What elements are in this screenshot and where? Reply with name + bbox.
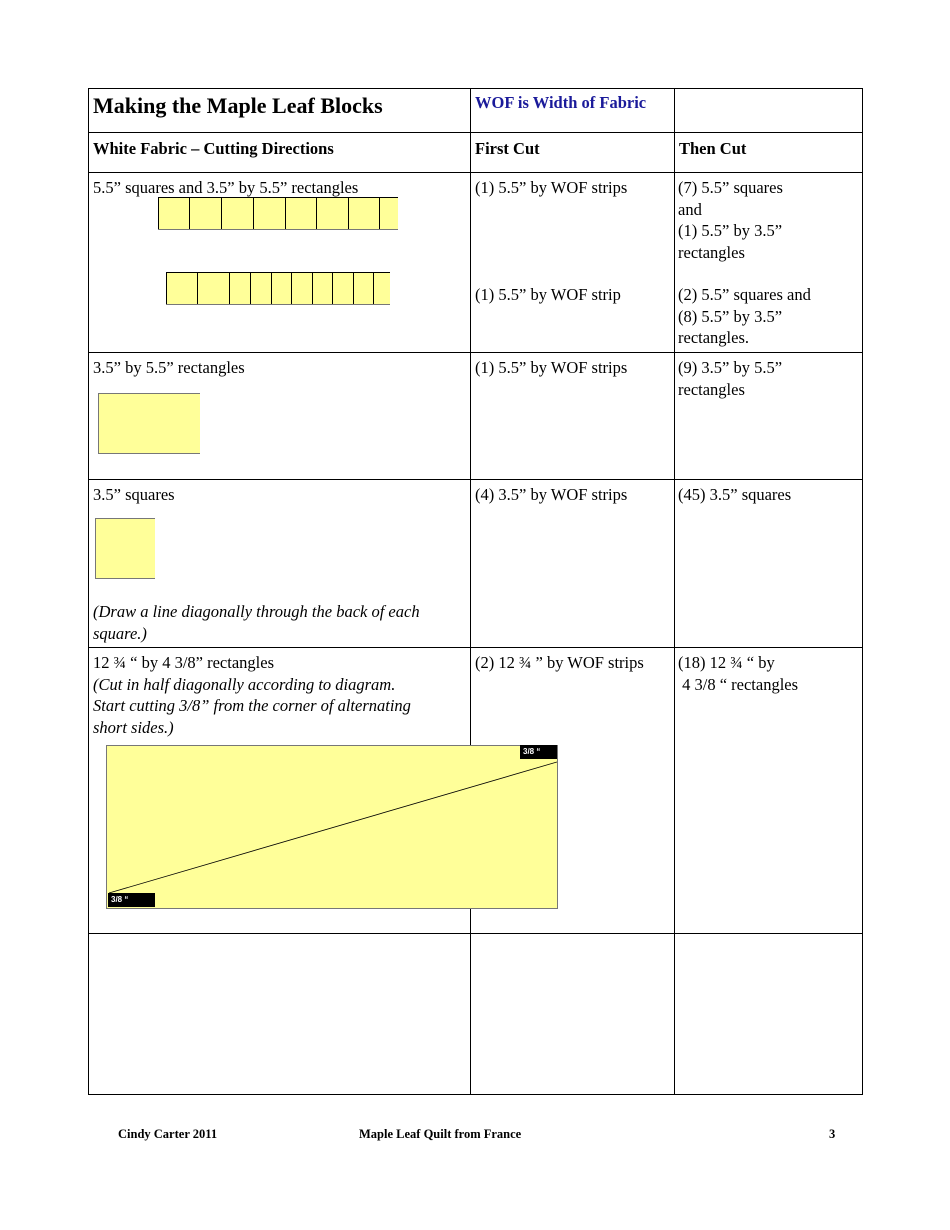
footer-title: Maple Leaf Quilt from France [359,1127,522,1141]
text-line: (9) 3.5” by 5.5” [678,358,783,377]
row1-directions: 5.5” squares and 3.5” by 5.5” rectangles [93,178,359,197]
table-rule [88,352,863,353]
text-line: 12 ¾ “ by 4 3/8” rectangles [93,653,274,672]
row3-note [93,601,420,644]
page-title: Making the Maple Leaf Blocks [93,93,383,118]
square-diagram [95,518,155,579]
text-line: (8) 5.5” by 3.5” [678,306,783,326]
table-border-right [862,88,863,1095]
table-border-top [88,88,863,89]
fabric-strip-squares [158,197,398,230]
row4-directions [93,652,411,738]
fabric-strip-mixed [166,272,390,305]
text-line: rectangles. [678,328,750,347]
row2-then-cut [678,357,782,400]
column-header-directions: White Fabric – Cutting Directions [93,139,334,158]
text-line: short sides.) [93,717,174,737]
footer-page-number: 3 [829,1127,836,1141]
diagonal-cut-line [107,746,557,908]
row1-then-cut-a [678,177,783,263]
row3-directions: 3.5” squares [93,485,175,504]
footer-author: Cindy Carter 2011 [118,1127,218,1141]
row1-then-cut-b [678,284,811,349]
text-line: square.) [93,623,147,643]
diagram-label-top: 3/8 “ [520,745,557,759]
table-rule [88,132,863,133]
row2-directions: 3.5” by 5.5” rectangles [93,358,245,377]
table-rule [88,479,863,480]
column-header-then-cut: Then Cut [679,139,747,158]
row3-then-cut: (45) 3.5” squares [678,485,792,504]
text-line: rectangles [678,379,745,399]
text-line: (18) 12 ¾ “ by [678,653,775,672]
text-line: (Cut in half diagonally according to diagram. [93,674,396,694]
text-line: (Draw a line diagonally through the back of each [93,602,420,621]
table-border-bottom [88,1094,863,1095]
table-rule [88,933,863,934]
text-line: rectangles [678,242,745,262]
table-column-rule [674,88,675,1095]
diagram-label-bottom: 3/8 “ [108,893,155,907]
text-line: (7) 5.5” squares [678,178,783,197]
column-header-first-cut: First Cut [475,139,540,158]
text-line: (2) 5.5” squares and [678,285,811,304]
row2-first-cut: (1) 5.5” by WOF strips [475,358,628,377]
table-rule [88,172,863,173]
wof-note: WOF is Width of Fabric [475,93,647,112]
table-border-left [88,88,89,1095]
rectangle-diagram [98,393,200,454]
text-line: 4 3/8 “ rectangles [678,674,799,694]
table-rule [88,647,863,648]
row1-first-cut-b: (1) 5.5” by WOF strip [475,285,621,304]
row4-first-cut: (2) 12 ¾ ” by WOF strips [475,653,644,672]
text-line: Start cutting 3/8” from the corner of alternating [93,696,411,715]
table-column-rule [470,88,471,1095]
row4-then-cut [678,652,798,695]
text-line: (1) 5.5” by 3.5” [678,221,783,240]
diagonal-cut-diagram [106,745,558,909]
row1-first-cut-a: (1) 5.5” by WOF strips [475,178,628,197]
row3-first-cut: (4) 3.5” by WOF strips [475,485,628,504]
text-line: and [678,199,702,219]
